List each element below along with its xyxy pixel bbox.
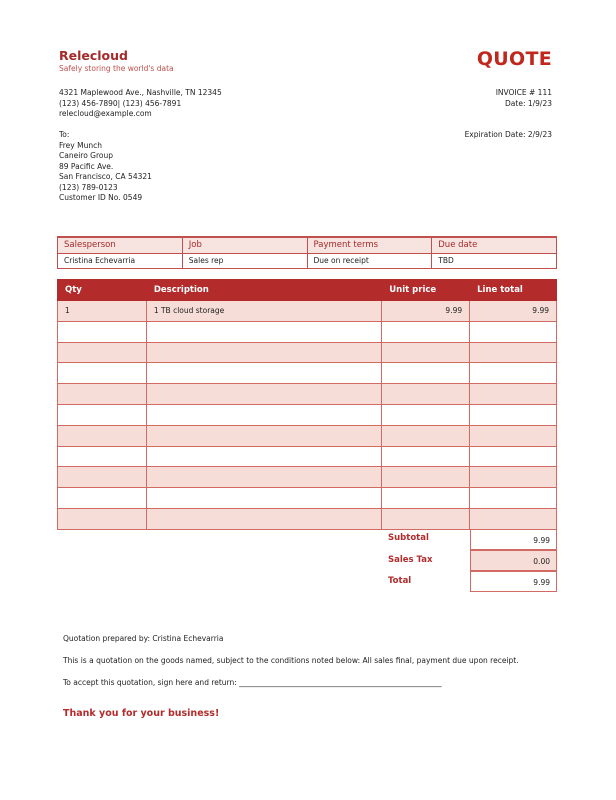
unit-price-cell [382, 446, 470, 467]
description-cell [146, 404, 381, 425]
job-value: Sales rep [182, 253, 307, 268]
thank-you-note: Thank you for your business! [63, 708, 220, 719]
description-cell [146, 467, 381, 488]
header-description: Description [146, 280, 381, 301]
description-cell [146, 508, 381, 529]
table-row [58, 301, 557, 322]
recipient-company: Caneiro Group [59, 151, 114, 160]
sender-address: 4321 Maplewood Ave., Nashville, TN 12345 [59, 88, 222, 97]
unit-price-cell [382, 384, 470, 405]
total-label: Total [388, 576, 412, 586]
unit-price-cell [382, 363, 470, 384]
line-total-cell: 9.99 [470, 301, 557, 322]
sales-info-table [57, 236, 557, 269]
signature-line[interactable]: To accept this quotation, sign here and return: ______________________________________________________ [63, 678, 442, 687]
description-cell [146, 342, 381, 363]
line-total-cell [470, 488, 557, 509]
qty-cell [58, 446, 147, 467]
qty-cell [58, 467, 147, 488]
expiration-date: Expiration Date: 2/9/23 [464, 130, 552, 139]
unit-price-cell [382, 321, 470, 342]
table-row [58, 446, 557, 467]
line-total-cell [470, 363, 557, 384]
header-payment-terms: Payment terms [307, 237, 432, 253]
salesperson-value: Cristina Echevarria [58, 253, 183, 268]
qty-cell [58, 508, 147, 529]
qty-cell [58, 488, 147, 509]
subtotal-label: Subtotal [388, 533, 429, 543]
description-cell: 1 TB cloud storage [146, 301, 381, 322]
table-row [58, 467, 557, 488]
qty-cell [58, 321, 147, 342]
table-row [58, 363, 557, 384]
header-qty: Qty [58, 280, 147, 301]
sales-info-row [58, 253, 557, 268]
customer-id: Customer ID No. 0549 [59, 193, 143, 202]
qty-cell [58, 404, 147, 425]
table-row [58, 384, 557, 405]
sales-tax-value: 0.00 [470, 550, 557, 571]
line-items-table [57, 279, 557, 530]
invoice-date: Date: 1/9/23 [505, 98, 552, 108]
line-total-cell [470, 467, 557, 488]
description-cell [146, 446, 381, 467]
qty-cell: 1 [58, 301, 147, 322]
line-total-cell [470, 384, 557, 405]
sales-info-header [58, 237, 557, 253]
unit-price-cell [382, 488, 470, 509]
qty-cell [58, 363, 147, 384]
line-total-cell [470, 446, 557, 467]
line-items-header [58, 280, 557, 301]
qty-cell [58, 342, 147, 363]
table-row [58, 425, 557, 446]
to-label: To: [59, 130, 70, 139]
description-cell [146, 321, 381, 342]
header-salesperson: Salesperson [58, 237, 183, 253]
unit-price-cell [382, 425, 470, 446]
recipient-name: Frey Munch [59, 140, 102, 150]
recipient-block [59, 130, 152, 204]
table-row [58, 342, 557, 363]
invoice-meta [496, 88, 552, 109]
quotation-terms: This is a quotation on the goods named, subject to the conditions noted below: All sales final, payment due upon receipt. [63, 656, 519, 665]
due-date-value: TBD [432, 253, 557, 268]
qty-cell [58, 384, 147, 405]
line-total-cell [470, 425, 557, 446]
recipient-city: San Francisco, CA 54321 [59, 172, 152, 181]
table-row [58, 321, 557, 342]
payment-terms-value: Due on receipt [307, 253, 432, 268]
recipient-phone: (123) 789-0123 [59, 182, 118, 192]
header-line-total: Line total [470, 280, 557, 301]
document-title: QUOTE [476, 48, 552, 70]
sender-email: relecloud@example.com [59, 109, 152, 118]
unit-price-cell [382, 467, 470, 488]
unit-price-cell [382, 508, 470, 529]
unit-price-cell [382, 342, 470, 363]
line-total-cell [470, 321, 557, 342]
description-cell [146, 425, 381, 446]
header-due-date: Due date [432, 237, 557, 253]
sender-block [59, 88, 222, 120]
sales-tax-label: Sales Tax [388, 555, 433, 565]
description-cell [146, 384, 381, 405]
company-name: Relecloud [59, 48, 128, 63]
subtotal-value: 9.99 [470, 529, 557, 550]
line-total-cell [470, 508, 557, 529]
sender-phones: (123) 456-7890| (123) 456-7891 [59, 98, 182, 108]
line-total-cell [470, 342, 557, 363]
qty-cell [58, 425, 147, 446]
invoice-number: INVOICE # 111 [495, 88, 552, 97]
header-unit-price: Unit price [382, 280, 470, 301]
header-job: Job [182, 237, 307, 253]
line-total-cell [470, 404, 557, 425]
table-row [58, 508, 557, 529]
unit-price-cell: 9.99 [382, 301, 470, 322]
description-cell [146, 363, 381, 384]
prepared-by: Quotation prepared by: Cristina Echevarria [63, 634, 224, 643]
recipient-street: 89 Pacific Ave. [59, 161, 114, 171]
unit-price-cell [382, 404, 470, 425]
total-value: 9.99 [470, 571, 557, 592]
description-cell [146, 488, 381, 509]
table-row [58, 404, 557, 425]
company-tagline: Safely storing the world's data [59, 64, 174, 73]
table-row [58, 488, 557, 509]
